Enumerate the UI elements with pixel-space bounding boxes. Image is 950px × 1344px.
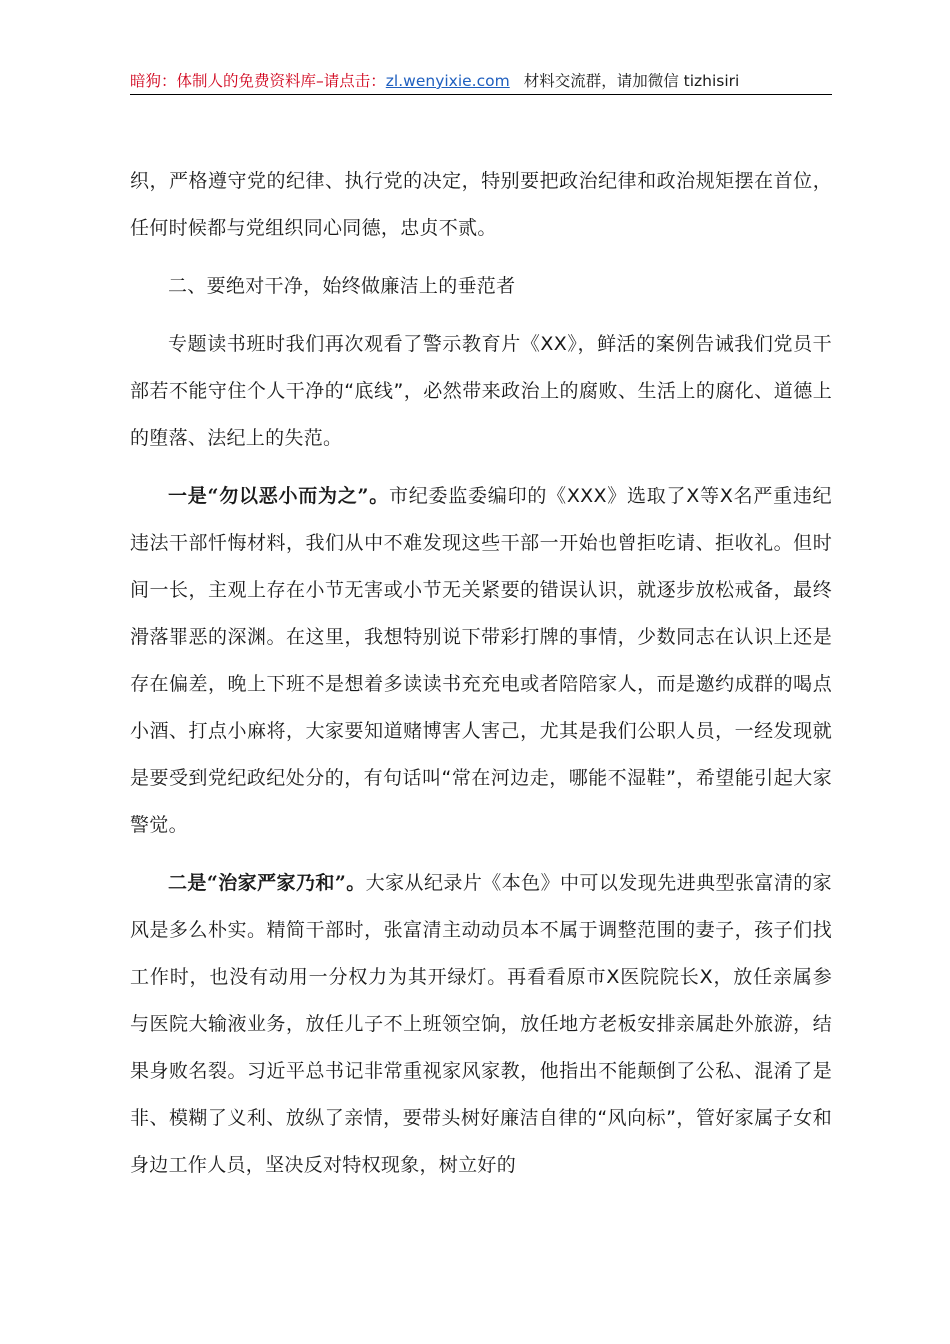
wechat-info: 材料交流群，请加微信 tizhisiri	[523, 72, 740, 90]
document-body	[130, 158, 832, 1189]
point-two-lead: 二是“治家严家乃和”。	[168, 872, 366, 894]
page-header	[130, 70, 832, 95]
paragraph-point-one	[130, 473, 832, 849]
point-one-lead: 一是“勿以恶小而为之”。	[168, 485, 389, 507]
paragraph-point-two	[130, 860, 832, 1189]
paragraph: 专题读书班时我们再次观看了警示教育片《XX》，鲜活的案例告诫我们党员干部若不能守住个人干净的“底线”，必然带来政治上的腐败、生活上的腐化、道德上的堕落、法纪上的失范。	[130, 333, 832, 449]
website-link[interactable]: zl.wenyixie.com	[385, 72, 510, 90]
point-one-text: 市纪委监委编印的《XXX》选取了X等X名严重违纪违法干部忏悔材料，我们从中不难发现这些干部一开始也曾拒吃请、拒收礼。但时间一长，主观上存在小节无害或小节无关紧要的错误认识，就逐步放松戒备，最终滑落罪恶的深渊。在这里，我想特别说下带彩打牌的事情，少数同志在认识上还是存在偏差，晚上下班不是想着多读读书充充电或者陪陪家人，而是邀约成群的喝点小酒、打点小麻将，大家要知道赌博害人害己，尤其是我们公职人员，一经发现就是要受到党纪政纪处分的，有句话叫“常在河边走，哪能不湿鞋”，希望能引起大家警觉。	[130, 485, 832, 836]
point-two-text: 大家从纪录片《本色》中可以发现先进典型张富清的家风是多么朴实。精简干部时，张富清主动动员本不属于调整范围的妻子，孩子们找工作时，也没有动用一分权力为其开绿灯。再看看原市X医院院长X，放任亲属参与医院大输液业务，放任儿子不上班领空饷，放任地方老板安排亲属赴外旅游，结果身败名裂。习近平总书记非常重视家风家教，他指出不能颠倒了公私、混淆了是非、模糊了义利、放纵了亲情，要带头树好廉洁自律的“风向标”，管好家属子女和身边工作人员，坚决反对特权现象，树立好的	[130, 872, 832, 1176]
paragraph-continuation: 织，严格遵守党的纪律、执行党的决定，特别要把政治纪律和政治规矩摆在首位，任何时候都与党组织同心同德，忠贞不贰。	[130, 170, 832, 239]
section-heading: 二、要绝对干净，始终做廉洁上的垂范者	[168, 275, 516, 297]
site-name: 暗狗：体制人的免费资料库	[130, 72, 317, 90]
click-prompt: –请点击：	[316, 72, 386, 90]
